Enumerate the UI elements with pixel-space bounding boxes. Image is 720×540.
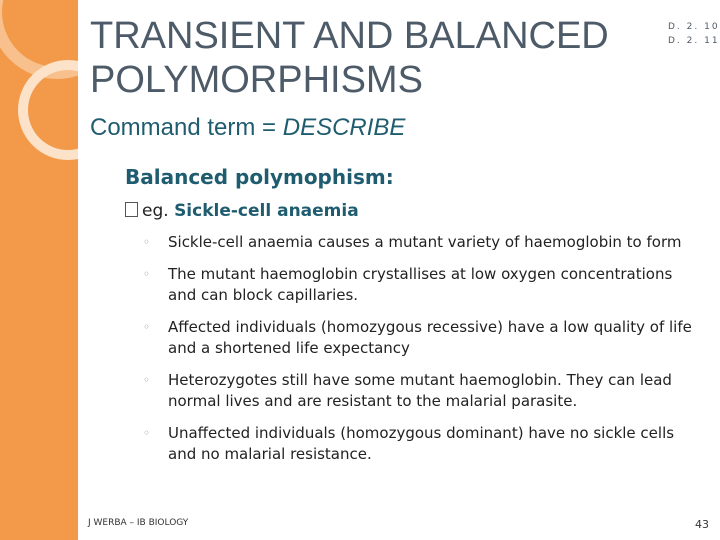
footer-text: J WERBA – IB BIOLOGY — [88, 518, 189, 528]
swirl-decoration — [0, 0, 78, 160]
list-item — [125, 370, 695, 412]
list-item-text: Affected individuals (homozygous recessive) have a low quality of life and a shortened life expectancy — [168, 318, 692, 357]
command-term-prefix: Command term = — [90, 114, 283, 141]
list-item-text: Unaffected individuals (homozygous dominant) have no sickle cells and no malarial resistance. — [168, 424, 675, 463]
list-item-text: Heterozygotes still have some mutant haemoglobin. They can lead normal lives and are resistant to the malarial parasite. — [168, 371, 672, 410]
slide-title — [90, 14, 609, 102]
example-line — [125, 200, 695, 222]
circle-bullet-icon: ◦ — [143, 426, 151, 440]
slide-title-line-1: TRANSIENT AND BALANCED — [90, 15, 609, 57]
syllabus-codes — [668, 20, 720, 48]
circle-bullet-icon: ◦ — [143, 235, 151, 249]
circle-bullet-icon: ◦ — [143, 267, 151, 281]
command-term-word: DESCRIBE — [282, 114, 406, 141]
section-heading: Balanced polymophism: — [125, 165, 394, 189]
swirl-ring-small — [18, 60, 78, 160]
left-accent-bar — [0, 0, 78, 540]
page-number: 43 — [695, 518, 709, 531]
list-item-text: Sickle-cell anaemia causes a mutant variety of haemoglobin to form — [168, 233, 682, 251]
list-item — [125, 264, 695, 306]
slide-content — [125, 164, 695, 476]
list-item — [125, 317, 695, 359]
command-term — [90, 113, 405, 143]
bullet-list — [125, 232, 695, 465]
circle-bullet-icon: ◦ — [143, 320, 151, 334]
circle-bullet-icon: ◦ — [143, 373, 151, 387]
checkbox-bullet-icon — [125, 202, 138, 217]
example-prefix: eg. — [142, 201, 169, 221]
list-item-text: The mutant haemoglobin crystallises at low oxygen concentrations and can block capillaries. — [168, 265, 673, 304]
list-item — [125, 232, 695, 253]
syllabus-code-1: D. 2. 10 — [668, 22, 720, 32]
example-term: Sickle-cell anaemia — [174, 201, 359, 221]
slide-title-line-2: POLYMORPHISMS — [90, 59, 423, 101]
syllabus-code-2: D. 2. 11 — [668, 36, 720, 46]
list-item — [125, 423, 695, 465]
